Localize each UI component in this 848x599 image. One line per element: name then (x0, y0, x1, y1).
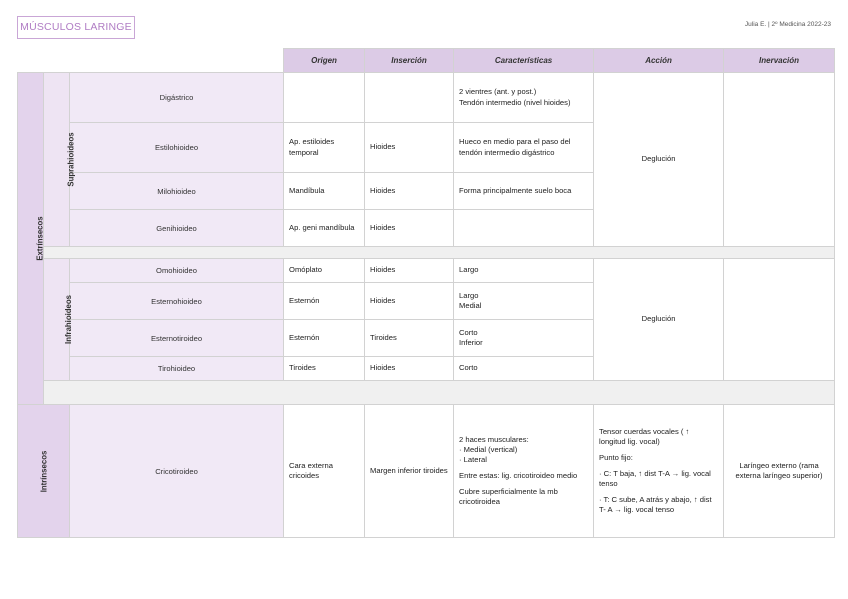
insercion-cell: Hioides (365, 357, 454, 381)
group-extrinsecos: Extrínsecos (18, 73, 44, 405)
col-insercion: Inserción (365, 49, 454, 73)
group-infrahioideos: Infrahioideos (44, 259, 70, 381)
accion-supra: Deglución (594, 73, 724, 247)
caracteristicas-cell: 2 haces musculares: · Medial (vertical) · Lateral Entre estas: lig. cricotiroideo medio Cubre superficialmente la mb cricotiroidea (454, 405, 594, 538)
col-origen: Origen (284, 49, 365, 73)
header-row (18, 49, 835, 73)
table-row (18, 405, 835, 538)
muscle-genihioideo: Genihioideo (70, 210, 284, 247)
separator-row (18, 381, 835, 405)
insercion-cell: Hioides (365, 173, 454, 210)
group-intrinsecos: Intrínsecos (18, 405, 70, 538)
inervacion-cell: Laríngeo externo (rama externa laríngeo superior) (724, 405, 835, 538)
origen-cell (284, 73, 365, 123)
author-label: Julia E. | 2º Medicina 2022-23 (744, 21, 831, 28)
inervacion-supra (724, 73, 835, 247)
origen-cell: Ap. geni mandíbula (284, 210, 365, 247)
origen-cell: Cara externa cricoides (284, 405, 365, 538)
muscle-digastrico: Digástrico (70, 73, 284, 123)
insercion-cell: Hioides (365, 123, 454, 173)
origen-cell: Esternón (284, 283, 365, 320)
origen-cell: Tiroides (284, 357, 365, 381)
origen-cell: Esternón (284, 320, 365, 357)
table-row (18, 73, 835, 123)
table-row (18, 259, 835, 283)
page-title: MÚSCULOS LARINGE (17, 16, 135, 39)
insercion-cell (365, 73, 454, 123)
muscle-esternohioideo: Esternohioideo (70, 283, 284, 320)
group-suprahioideos: Suprahioideos (44, 73, 70, 247)
muscle-milohioideo: Milohioideo (70, 173, 284, 210)
accion-infra: Deglución (594, 259, 724, 381)
caracteristicas-cell: Corto Inferior (454, 320, 594, 357)
muscle-tirohioideo: Tirohioideo (70, 357, 284, 381)
caracteristicas-cell: Forma principalmente suelo boca (454, 173, 594, 210)
caracteristicas-cell: Largo Medial (454, 283, 594, 320)
origen-cell: Ap. estiloides temporal (284, 123, 365, 173)
insercion-cell: Hioides (365, 210, 454, 247)
caracteristicas-cell: 2 vientres (ant. y post.) Tendón intermedio (nivel hioides) (454, 73, 594, 123)
origen-cell: Omóplato (284, 259, 365, 283)
insercion-cell: Tiroides (365, 320, 454, 357)
caracteristicas-cell: Hueco en medio para el paso del tendón intermedio digástrico (454, 123, 594, 173)
insercion-cell: Margen inferior tiroides (365, 405, 454, 538)
insercion-cell: Hioides (365, 283, 454, 320)
origen-cell: Mandíbula (284, 173, 365, 210)
col-accion: Acción (594, 49, 724, 73)
muscle-esternotiroideo: Esternotiroideo (70, 320, 284, 357)
muscle-omohioideo: Omohioideo (70, 259, 284, 283)
inervacion-infra (724, 259, 835, 381)
col-caracteristicas: Características (454, 49, 594, 73)
caracteristicas-cell: Largo (454, 259, 594, 283)
muscle-estilohioideo: Estilohioideo (70, 123, 284, 173)
accion-cell: Tensor cuerdas vocales ( ↑ longitud lig. vocal) Punto fijo: · C: T baja, ↑ dist T-A → lig. vocal tenso · T: C sube, A atrás y abajo, ↑ dist T- A → lig. vocal tenso (594, 405, 724, 538)
separator-row (18, 247, 835, 259)
caracteristicas-cell (454, 210, 594, 247)
muscle-cricotiroideo: Cricotiroideo (70, 405, 284, 538)
caracteristicas-cell: Corto (454, 357, 594, 381)
muscles-table (17, 48, 835, 538)
insercion-cell: Hioides (365, 259, 454, 283)
col-inervacion: Inervación (724, 49, 835, 73)
